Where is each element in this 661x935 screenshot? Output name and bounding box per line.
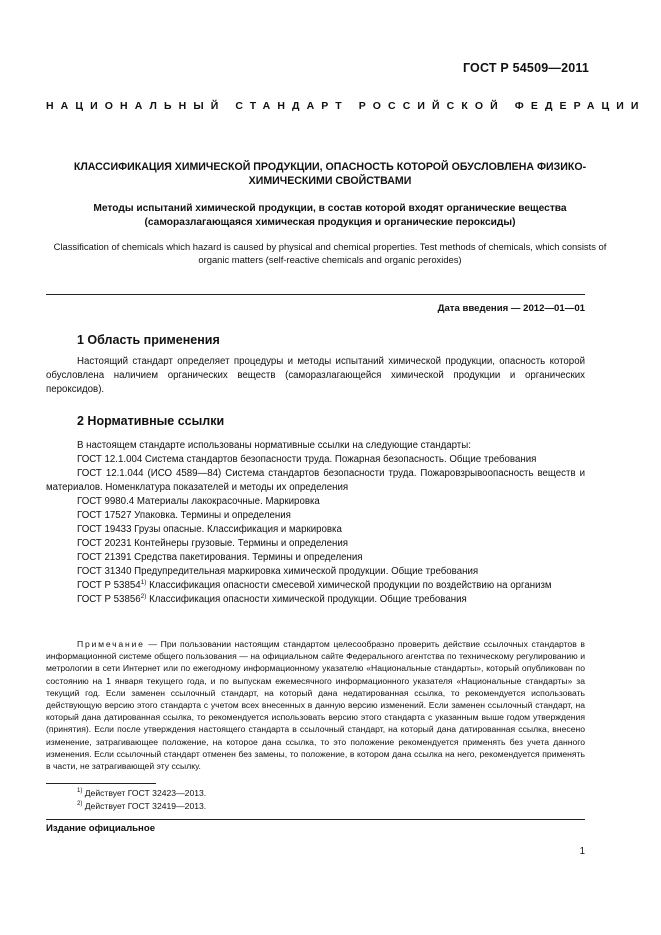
reference-item: ГОСТ 20231 Контейнеры грузовые. Термины и определения (77, 538, 348, 549)
section-heading-scope: 1 Область применения (77, 333, 220, 347)
footnote-marker: 2) (140, 592, 147, 600)
footnotes (77, 787, 206, 812)
document-title: КЛАССИФИКАЦИЯ ХИМИЧЕСКОЙ ПРОДУКЦИИ, ОПАСНОСТЬ КОТОРОЙ ОБУСЛОВЛЕНА ФИЗИКО-ХИМИЧЕСКИМИ СВОЙСТВАМИ (73, 161, 587, 187)
reference-item: ГОСТ 12.1.044 (ИСО 4589—84) Система стандартов безопасности труда. Пожаровзрывоопасность веществ и материалов. Номенклатура показателей и методы их определения (46, 468, 585, 493)
footnote-text: Действует ГОСТ 32419—2013. (82, 800, 207, 811)
reference-item: ГОСТ 12.1.004 Система стандартов безопасности труда. Пожарная безопасность. Общие требования (77, 454, 537, 465)
references-list (46, 439, 585, 607)
reference-title: Классификация опасности смесевой химической продукции по воздействию на организм (146, 580, 552, 591)
reference-item-footnoted (46, 593, 585, 607)
note-text (46, 638, 585, 772)
footnote-marker: 1) (140, 578, 147, 586)
document-number: ГОСТ Р 54509—2011 (462, 61, 589, 75)
footnote-item (77, 800, 206, 813)
footnote-item (77, 787, 206, 800)
footer-divider (46, 819, 585, 820)
introduction-date: Дата введения — 2012—01—01 (437, 303, 585, 314)
note-block (46, 638, 585, 772)
footnote-divider (46, 783, 156, 784)
note-label: Примечание (77, 639, 145, 649)
reference-item: ГОСТ 19433 Грузы опасные. Классификация и маркировка (77, 524, 342, 535)
reference-code: ГОСТ Р 53854 (77, 580, 141, 591)
national-standard-banner: НАЦИОНАЛЬНЫЙ СТАНДАРТ РОССИЙСКОЙ ФЕДЕРАЦИИ (46, 100, 646, 112)
reference-item: ГОСТ 21391 Средства пакетирования. Термины и определения (77, 552, 363, 563)
official-edition-label: Издание официальное (46, 823, 156, 834)
page-number: 1 (579, 846, 585, 857)
scope-text: Настоящий стандарт определяет процедуры и методы испытаний химической продукции, опасность которой обусловлена наличием органических веществ (саморазлагающейся химической продукции и органических пероксидов). (46, 356, 585, 395)
reference-item: ГОСТ 31340 Предупредительная маркировка химической продукции. Общие требования (77, 566, 479, 577)
reference-code: ГОСТ Р 53856 (77, 594, 141, 605)
reference-item-footnoted (46, 579, 585, 593)
reference-item: ГОСТ 17527 Упаковка. Термины и определения (77, 510, 291, 521)
footnote-marker: 1) (77, 788, 83, 795)
document-subtitle: Методы испытаний химической продукции, в состав которой входят органические вещества (саморазлагающаяся химическая продукция и органические пероксиды) (93, 203, 567, 228)
references-intro: В настоящем стандарте использованы нормативные ссылки на следующие стандарты: (77, 440, 471, 451)
note-body: — При пользовании настоящим стандартом целесообразно проверить действие ссылочных стандартов в информационной системе общего пользования — на официальном сайте Федерального агентства по техническому регулированию и метрологии в сети Интернет или по ежегодному информационному указателю «Национальные стандарты», который опубликован по состоянию на 1 января текущего года, и по выпускам ежемесячного информационного указателя «Национальные стандарты» за текущий год. Если заменен ссылочный стандарт, на который дана недатированная ссылка, то рекомендуется использовать действующую версию этого стандарта с учетом всех внесенных в данную версию изменений. Если заменен ссылочный стандарт, на который дана датированная ссылка, то рекомендуется использовать версию этого стандарта с указанным выше годом утверждения (принятия). Если после утверждения настоящего стандарта в ссылочный стандарт, на который дана датированная ссылка, внесено изменение, затрагивающее положение, на которое дана ссылка, то это положение рекомендуется применять без учета данного изменения. Если ссылочный стандарт отменен без замены, то положение, в котором дана ссылка на него, рекомендуется применять в части, не затрагивающей эту ссылку. (46, 639, 585, 772)
reference-title: Классификация опасности химической продукции. Общие требования (146, 594, 467, 605)
footnote-text: Действует ГОСТ 32423—2013. (82, 788, 207, 798)
scope-paragraph (46, 355, 585, 397)
footnote-marker: 2) (77, 800, 83, 807)
title-divider (46, 294, 585, 295)
reference-item: ГОСТ 9980.4 Материалы лакокрасочные. Маркировка (77, 496, 320, 507)
section-heading-references: 2 Нормативные ссылки (77, 414, 225, 428)
english-title: Classification of chemicals which hazard is caused by physical and chemical properties. Test methods of chemicals, which consists of organic matters (self-reactive chemicals and organic peroxides) (53, 241, 607, 265)
